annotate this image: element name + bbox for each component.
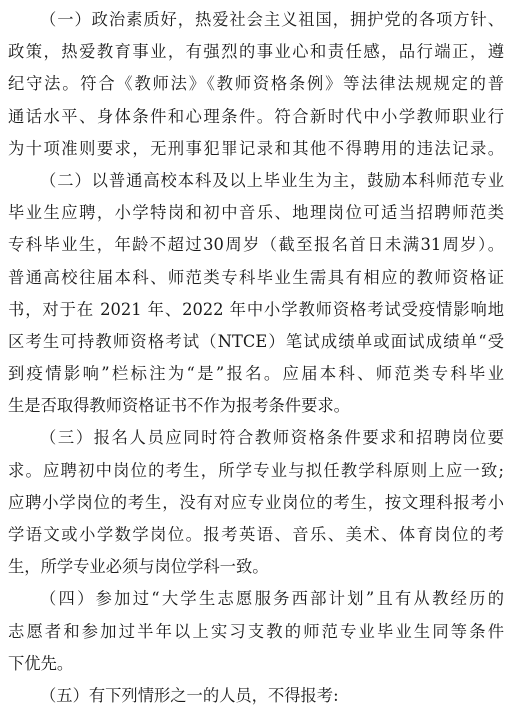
- text-line: 下优先。: [8, 653, 74, 673]
- text-line: 纪守法。符合《教师法》《教师资格条例》等法律法规规定的普: [8, 74, 504, 94]
- text-line: （三）报名人员应同时符合教师资格条件要求和招聘岗位要: [40, 428, 504, 448]
- text-line: （五）有下列情形之一的人员，不得报考:: [40, 685, 339, 705]
- text-line: 毕业生应聘，小学特岗和初中音乐、地理岗位可适当招聘师范类: [8, 203, 504, 223]
- text-line: 专科毕业生，年龄不超过30周岁（截至报名首日未满31周岁）。: [8, 235, 504, 255]
- text-line: 应聘小学岗位的考生，没有对应专业岗位的考生，按文理科报考小: [8, 492, 504, 512]
- text-line: 区考生可持教师资格考试（NTCE）笔试成绩单或面试成绩单“受: [8, 331, 504, 351]
- text-line: 书，对于在 2021 年、2022 年中小学教师资格考试受疫情影响地: [8, 299, 504, 319]
- text-line: 学语文或小学数学岗位。报考英语、音乐、美术、体育岗位的考: [8, 525, 504, 544]
- text-line: 生是否取得教师资格证书不作为报考条件要求。: [8, 396, 350, 416]
- document-body: [8, 4, 504, 712]
- text-line: 通话水平、身体条件和心理条件。符合新时代中小学教师职业行: [8, 106, 504, 126]
- text-line: 志愿者和参加过半年以上实习支教的师范专业毕业生同等条件: [8, 621, 504, 641]
- text-line: （二）以普通高校本科及以上毕业生为主，鼓励本科师范专业: [40, 170, 504, 190]
- text-line: （一）政治素质好，热爱社会主义祖国，拥护党的各项方针、: [40, 10, 504, 29]
- text-line: 政策，热爱教育事业，有强烈的事业心和责任感，品行端正，遵: [8, 42, 504, 62]
- text-line: 为十项准则要求，无刑事犯罪记录和其他不得聘用的违法记录。: [8, 138, 504, 158]
- text-line: （四）参加过“大学生志愿服务西部计划”且有从教经历的: [40, 589, 504, 609]
- text-line: 普通高校往届本科、师范类专科毕业生需具有相应的教师资格证: [8, 267, 504, 287]
- text-line: 到疫情影响”栏标注为“是”报名。应届本科、师范类专科毕业: [8, 364, 504, 384]
- text-line: 求。应聘初中岗位的考生，所学专业与拟任教学科原则上应一致;: [8, 460, 504, 480]
- text-line: 生，所学专业必须与岗位学科一致。: [8, 557, 269, 577]
